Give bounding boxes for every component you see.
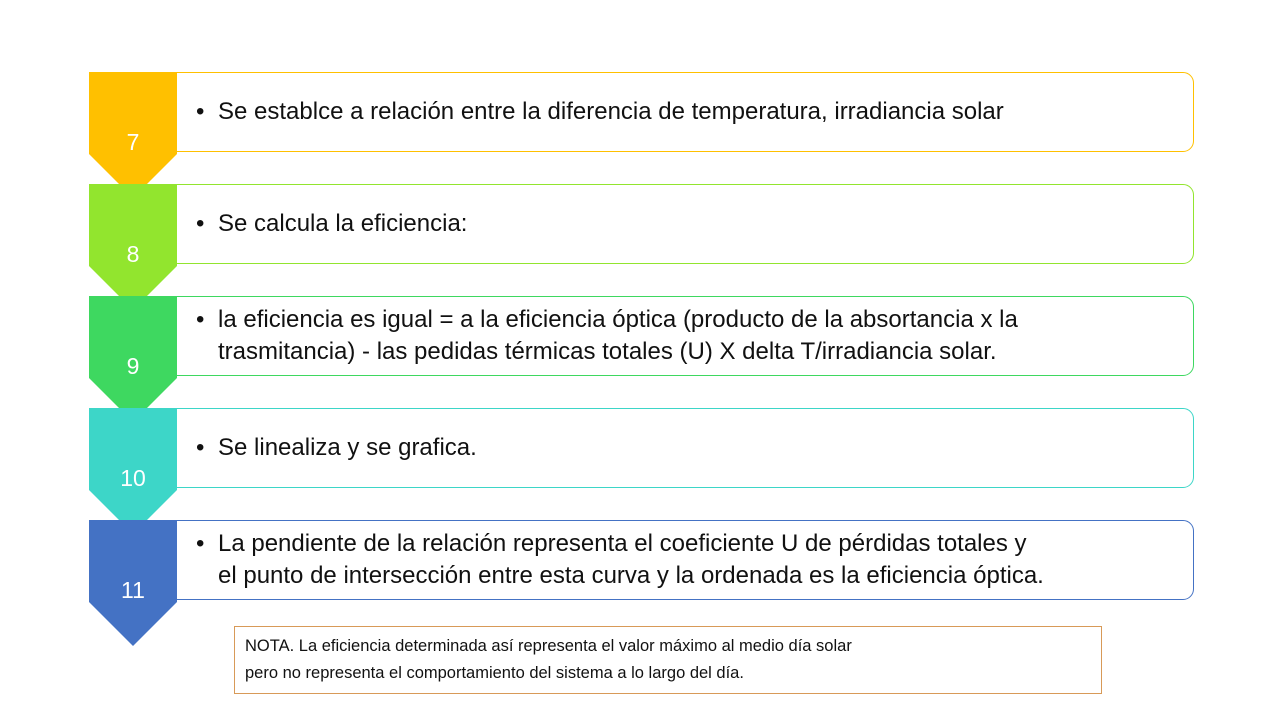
- step-7-text: [196, 72, 1186, 152]
- step-8-number: 8: [126, 241, 140, 267]
- note-box: [234, 626, 1102, 694]
- step-10-number: 10: [120, 465, 146, 491]
- bullet-item: • Se establce a relación entre la diferencia de temperatura, irradiancia solar: [196, 96, 1004, 128]
- step-10-text: [196, 408, 1186, 488]
- bullet-item: • La pendiente de la relación representa el coeficiente U de pérdidas totales y el punto de intersección entre esta curva y la ordenada es la eficiencia óptica.: [196, 528, 1044, 592]
- bullet-item: • Se calcula la eficiencia:: [196, 208, 467, 240]
- process-step-8: [0, 184, 1280, 312]
- process-step-9: [0, 296, 1280, 424]
- step-11-number: 11: [121, 577, 145, 603]
- note-line: pero no representa el comportamiento del sistema a lo largo del día.: [245, 664, 744, 682]
- bullet-item: • Se linealiza y se grafica.: [196, 432, 477, 464]
- step-11-text: [196, 520, 1186, 600]
- note-line: NOTA. La eficiencia determinada así representa el valor máximo al medio día solar: [245, 637, 852, 655]
- step-9-number: 9: [126, 353, 140, 379]
- step-7-number: 7: [126, 129, 140, 155]
- step-8-text: [196, 184, 1186, 264]
- bullet-item: • la eficiencia es igual = a la eficiencia óptica (producto de la absortancia x la trasmitancia) - las pedidas térmicas totales (U) X delta T/irradiancia solar.: [196, 304, 1018, 368]
- process-step-10: [0, 408, 1280, 536]
- step-9-text: [196, 296, 1186, 376]
- process-step-7: [0, 72, 1280, 200]
